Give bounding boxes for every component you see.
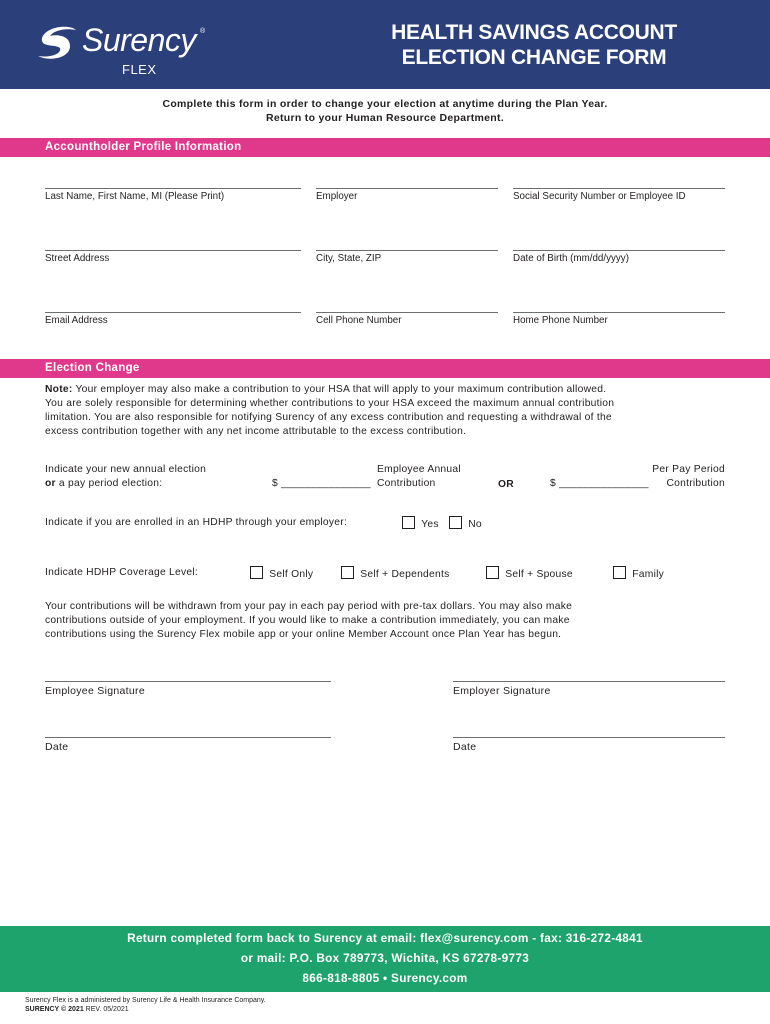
logo-wordmark: Surency (82, 22, 196, 58)
note-label: Note: (45, 384, 73, 395)
field-ssn[interactable]: Social Security Number or Employee ID (513, 188, 725, 204)
note-line-3: limitation. You are also responsible for notifying Surency of any excess contribution and requesting a withdrawal of the (45, 412, 612, 423)
title-line-2: ELECTION CHANGE FORM (401, 46, 667, 69)
hdhp-yes-checkbox[interactable] (402, 516, 415, 529)
section-heading-election: Election Change (0, 359, 770, 378)
family-checkbox[interactable] (613, 566, 626, 579)
employer-date-line[interactable] (453, 737, 725, 738)
coverage-option-self-spouse[interactable]: Self + Spouse (486, 566, 573, 582)
field-employer[interactable]: Employer (316, 188, 498, 204)
intro-line-2: Return to your Human Resource Department. (265, 112, 505, 124)
employer-signature-line[interactable] (453, 681, 725, 682)
field-email[interactable]: Email Address (45, 312, 301, 328)
coverage-option-self-only[interactable]: Self Only (250, 566, 313, 582)
hdhp-no-checkbox[interactable] (449, 516, 462, 529)
note-line-4: excess contribution together with any net income attributable to the excess contribution. (45, 426, 467, 437)
coverage-option-family[interactable]: Family (613, 566, 664, 582)
logo-trademark: ® (200, 28, 206, 35)
footer-line-2: or mail: P.O. Box 789773, Wichita, KS 67278-9773 (240, 951, 530, 965)
or-label: OR (498, 479, 514, 490)
title-line-1: HEALTH SAVINGS ACCOUNT (391, 21, 677, 44)
form-header (0, 0, 770, 89)
annual-contribution-label: Employee Annual Contribution (377, 464, 461, 489)
annual-amount-field[interactable]: $ _______________ (272, 478, 371, 489)
self-spouse-checkbox[interactable] (486, 566, 499, 579)
field-date-of-birth[interactable]: Date of Birth (mm/dd/yyyy) (513, 250, 725, 266)
employee-signature-label: Employee Signature (45, 685, 145, 697)
fineprint-copyright: SURENCY © 2021 REV. 05/2021 (25, 1006, 129, 1013)
coverage-option-self-dependents[interactable]: Self + Dependents (341, 566, 450, 582)
field-home-phone[interactable]: Home Phone Number (513, 312, 725, 328)
note-line-2: You are solely responsible for determining whether contributions to your HSA exceed the maximum annual contribution (45, 398, 615, 409)
employer-signature-label: Employer Signature (453, 685, 551, 697)
election-note (45, 383, 735, 439)
self-only-checkbox[interactable] (250, 566, 263, 579)
hdhp-yes-option[interactable]: Yes (402, 516, 439, 532)
form-title (344, 20, 724, 70)
employee-signature-line[interactable] (45, 681, 331, 682)
employer-date-label: Date (453, 741, 477, 753)
surency-flex-logo (36, 18, 236, 80)
hdhp-no-option[interactable]: No (449, 516, 482, 532)
self-dependents-checkbox[interactable] (341, 566, 354, 579)
field-name[interactable]: Last Name, First Name, MI (Please Print) (45, 188, 301, 204)
employee-date-label: Date (45, 741, 69, 753)
footer-line-1: Return completed form back to Surency at email: flex@surency.com - fax: 316-272-4841 (127, 931, 643, 945)
footer-line-3: 866-818-8805 • Surency.com (302, 971, 468, 985)
fineprint-admin: Surency Flex is a administered by Surency Life & Health Insurance Company. (25, 997, 266, 1004)
field-cell-phone[interactable]: Cell Phone Number (316, 312, 498, 328)
return-instructions-footer (0, 926, 770, 992)
per-pay-amount-field[interactable]: $ _______________ (550, 478, 649, 489)
logo-subtitle: FLEX (122, 62, 157, 77)
contribution-info: Your contributions will be withdrawn from your pay in each pay period with pre-tax dollars. You may also make contributions outside of your employment. If you would like to make a contribution immediately, you can make contributions using the Surency Flex mobile app or your online Member Account once Plan Year has begun. (45, 601, 573, 640)
coverage-question: Indicate HDHP Coverage Level: (45, 567, 199, 578)
note-text: Your employer may also make a contribution to your HSA that will apply to your maximum contribution allowed. (72, 384, 607, 395)
intro-instructions (0, 97, 770, 125)
employee-date-line[interactable] (45, 737, 331, 738)
field-street-address[interactable]: Street Address (45, 250, 301, 266)
hdhp-question: Indicate if you are enrolled in an HDHP through your employer: (45, 517, 348, 528)
intro-line-1: Complete this form in order to change your election at anytime during the Plan Year. (162, 98, 608, 110)
per-pay-contribution-label: Per Pay Period Contribution (652, 464, 725, 489)
section-heading-profile: Accountholder Profile Information (0, 138, 770, 157)
election-indicate-label: Indicate your new annual election or a pay period election: (45, 464, 207, 489)
field-city-state-zip[interactable]: City, State, ZIP (316, 250, 498, 266)
surency-logo-icon (36, 24, 78, 62)
